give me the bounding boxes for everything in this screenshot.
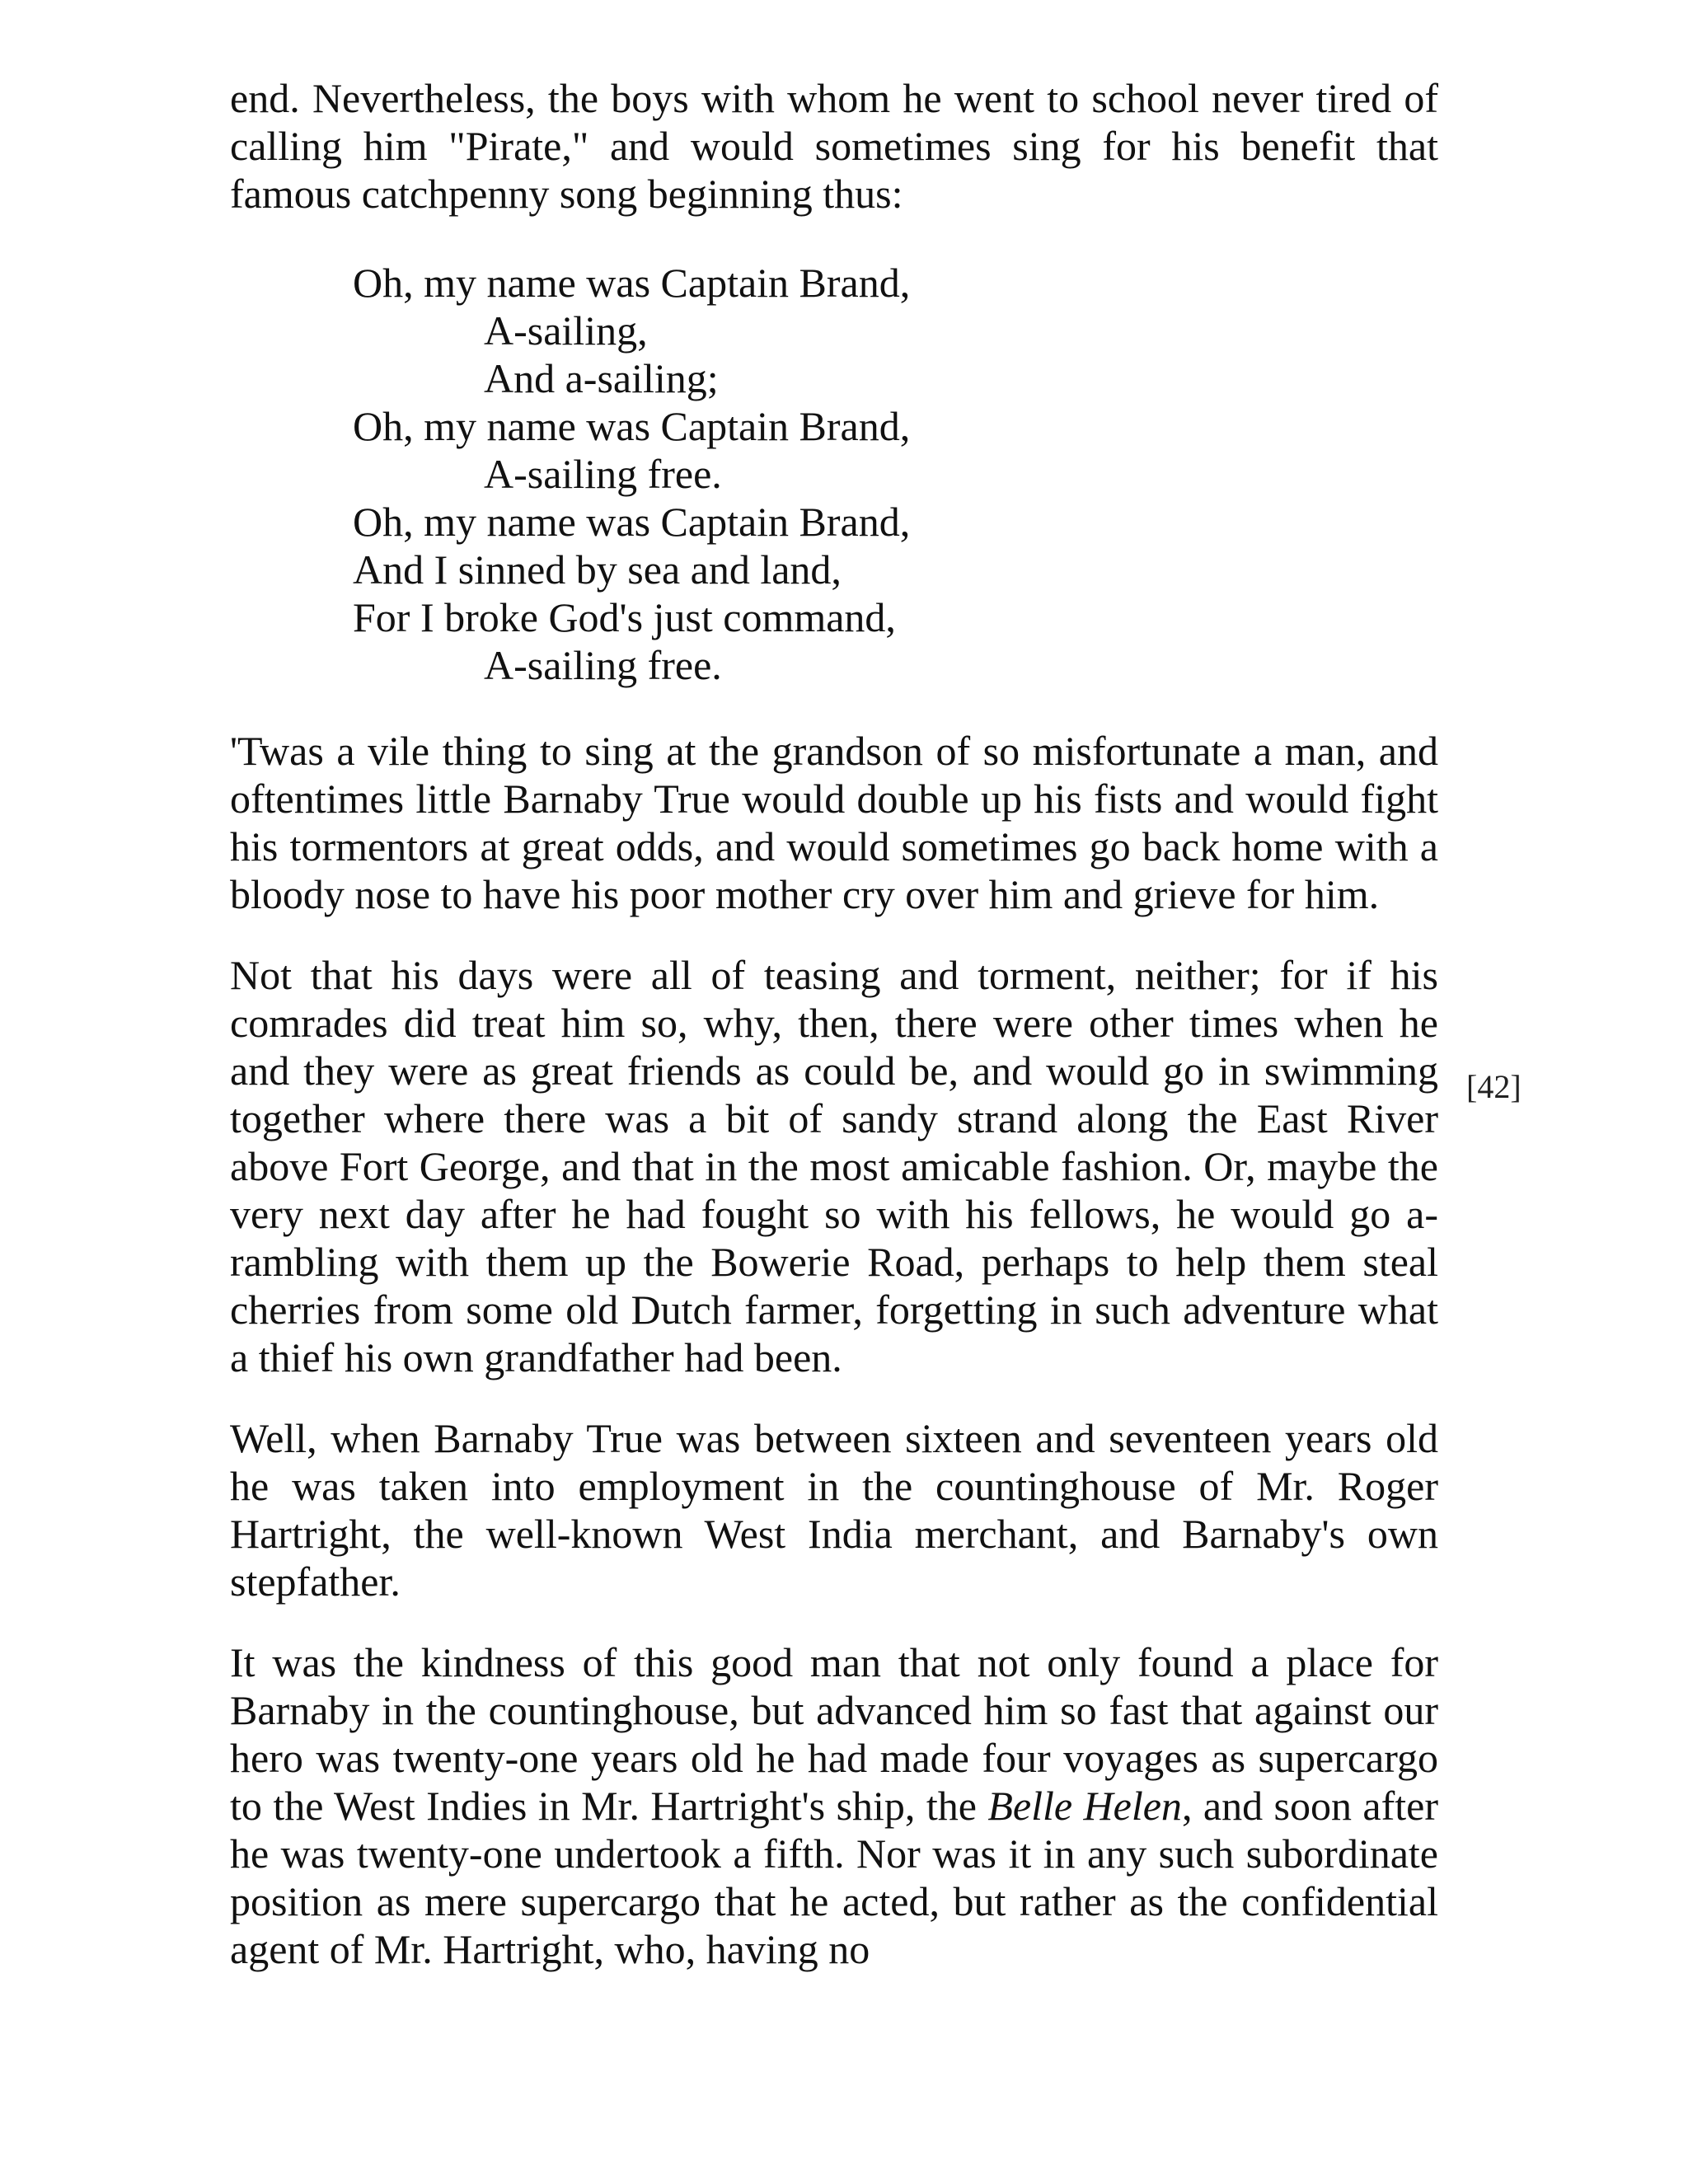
paragraph-text: , and soon after he was twenty-one undertook a fifth. Nor was it in any such subordinate position as mere supercargo that he acted, but rather as the confidential agent of Mr. Hartright, who, having no xyxy=(230,1783,1438,1972)
verse-line: Oh, my name was Captain Brand, xyxy=(353,260,911,306)
song-verse xyxy=(353,259,1438,689)
paragraph-opening: end. Nevertheless, the boys with whom he went to school never tired of calling him "Pirate," and would sometimes sing for his benefit that famous catchpenny song beginning thus: xyxy=(230,75,1438,217)
page-number: [42] xyxy=(1466,1068,1522,1105)
page-body xyxy=(230,74,1438,1973)
verse-line: And I sinned by sea and land, xyxy=(353,546,842,593)
paragraph-not-that-his-days: Not that his days were all of teasing and torment, neither; for if his comrades did treat him so, why, then, there were other times when he and they were as great friends as could be, and would go in swimming together where there was a bit of sandy strand along the East River above Fort George, and that in the most amicable fashion. Or, maybe the very next day after he had fought so with his fellows, he would go a-rambling with them up the Bowerie Road, perhaps to help them steal cherries from some old Dutch farmer, forgetting in such adventure what a thief his own grandfather had been. xyxy=(230,952,1438,1380)
verse-line: A-sailing free. xyxy=(484,451,722,497)
paragraph-vile-thing: 'Twas a vile thing to sing at the grandson of so misfortunate a man, and oftentimes little Barnaby True would double up his fists and would fight his tormentors at great odds, and would sometimes go back home with a bloody nose to have his poor mother cry over him and grieve for him. xyxy=(230,728,1438,917)
verse-line: For I broke God's just command, xyxy=(353,594,896,640)
paragraph-countinghouse: Well, when Barnaby True was between sixteen and seventeen years old he was taken into employment in the countinghouse of Mr. Roger Hartright, the well-known West India merchant, and Barnaby's own stepfather. xyxy=(230,1415,1438,1605)
paragraph-text: It was the kindness of this good man that not only found a place for Barnaby in the countinghouse, but advanced him so fast that against our hero was twenty-one years old he had made four voyages as supercargo to the West Indies in Mr. Hartright's ship, the xyxy=(230,1639,1438,1829)
verse-line: Oh, my name was Captain Brand, xyxy=(353,403,911,449)
verse-line: Oh, my name was Captain Brand, xyxy=(353,499,911,545)
verse-line: And a-sailing; xyxy=(484,355,719,401)
ship-name: Belle Helen xyxy=(987,1783,1182,1829)
paragraph-kindness xyxy=(230,1638,1438,1973)
verse-line: A-sailing, xyxy=(484,307,648,354)
verse-line: A-sailing free. xyxy=(484,642,722,688)
